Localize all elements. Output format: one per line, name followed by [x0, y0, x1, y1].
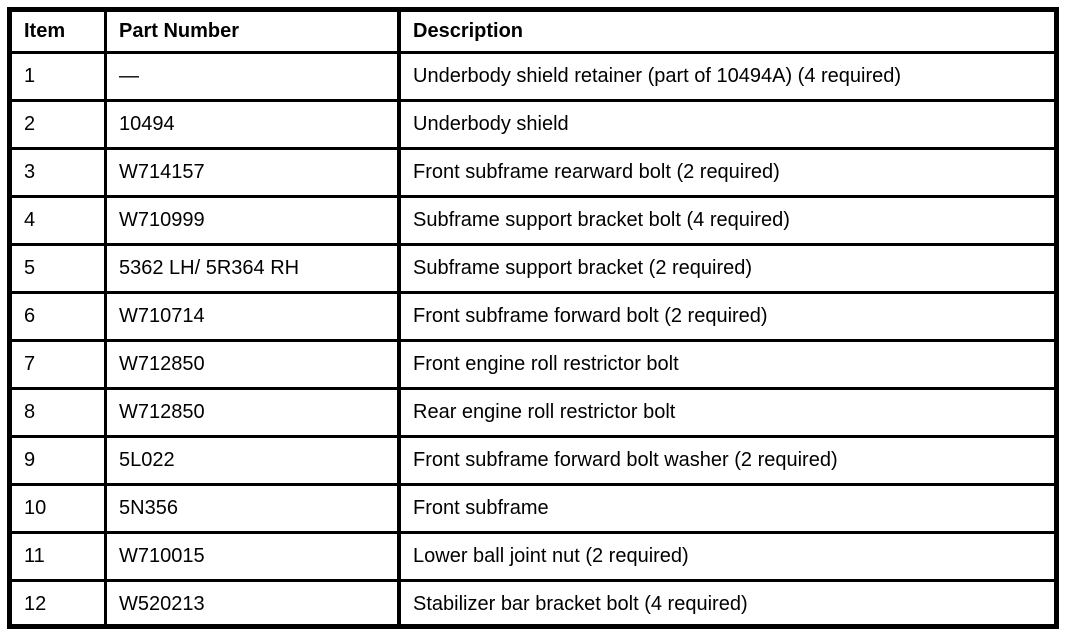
cell-item: 1	[12, 52, 106, 100]
cell-part-number: W710999	[106, 196, 400, 244]
cell-item: 6	[12, 292, 106, 340]
parts-table	[12, 12, 1054, 628]
cell-part-number: W710714	[106, 292, 400, 340]
cell-part-number: W710015	[106, 532, 400, 580]
cell-description: Rear engine roll restrictor bolt	[399, 388, 1054, 436]
parts-table-frame	[7, 7, 1059, 629]
cell-item: 7	[12, 340, 106, 388]
cell-description: Front subframe rearward bolt (2 required)	[399, 148, 1054, 196]
cell-part-number: 5N356	[106, 484, 400, 532]
table-header-row	[12, 12, 1054, 52]
table-row	[12, 244, 1054, 292]
table-row	[12, 100, 1054, 148]
cell-item: 5	[12, 244, 106, 292]
parts-table-body	[12, 52, 1054, 628]
cell-part-number: W712850	[106, 388, 400, 436]
cell-description: Lower ball joint nut (2 required)	[399, 532, 1054, 580]
cell-part-number: W520213	[106, 580, 400, 628]
cell-description: Subframe support bracket bolt (4 required)	[399, 196, 1054, 244]
cell-description: Front subframe forward bolt washer (2 required)	[399, 436, 1054, 484]
cell-item: 10	[12, 484, 106, 532]
cell-item: 4	[12, 196, 106, 244]
cell-description: Front subframe forward bolt (2 required)	[399, 292, 1054, 340]
cell-item: 12	[12, 580, 106, 628]
table-row	[12, 532, 1054, 580]
table-row	[12, 148, 1054, 196]
table-row	[12, 388, 1054, 436]
cell-description: Subframe support bracket (2 required)	[399, 244, 1054, 292]
cell-part-number: W712850	[106, 340, 400, 388]
cell-part-number: 10494	[106, 100, 400, 148]
table-row	[12, 340, 1054, 388]
cell-part-number: 5362 LH/ 5R364 RH	[106, 244, 400, 292]
cell-item: 9	[12, 436, 106, 484]
cell-part-number: —	[106, 52, 400, 100]
cell-item: 3	[12, 148, 106, 196]
cell-item: 11	[12, 532, 106, 580]
parts-table-head	[12, 12, 1054, 52]
cell-description: Stabilizer bar bracket bolt (4 required)	[399, 580, 1054, 628]
cell-description: Front engine roll restrictor bolt	[399, 340, 1054, 388]
table-row	[12, 292, 1054, 340]
column-header-item: Item	[12, 12, 106, 52]
cell-description: Front subframe	[399, 484, 1054, 532]
table-row	[12, 196, 1054, 244]
table-row	[12, 484, 1054, 532]
table-row	[12, 580, 1054, 628]
column-header-description: Description	[399, 12, 1054, 52]
column-header-part-number: Part Number	[106, 12, 400, 52]
cell-part-number: 5L022	[106, 436, 400, 484]
cell-part-number: W714157	[106, 148, 400, 196]
cell-item: 8	[12, 388, 106, 436]
table-row	[12, 436, 1054, 484]
table-row	[12, 52, 1054, 100]
cell-description: Underbody shield	[399, 100, 1054, 148]
cell-item: 2	[12, 100, 106, 148]
cell-description: Underbody shield retainer (part of 10494A) (4 required)	[399, 52, 1054, 100]
